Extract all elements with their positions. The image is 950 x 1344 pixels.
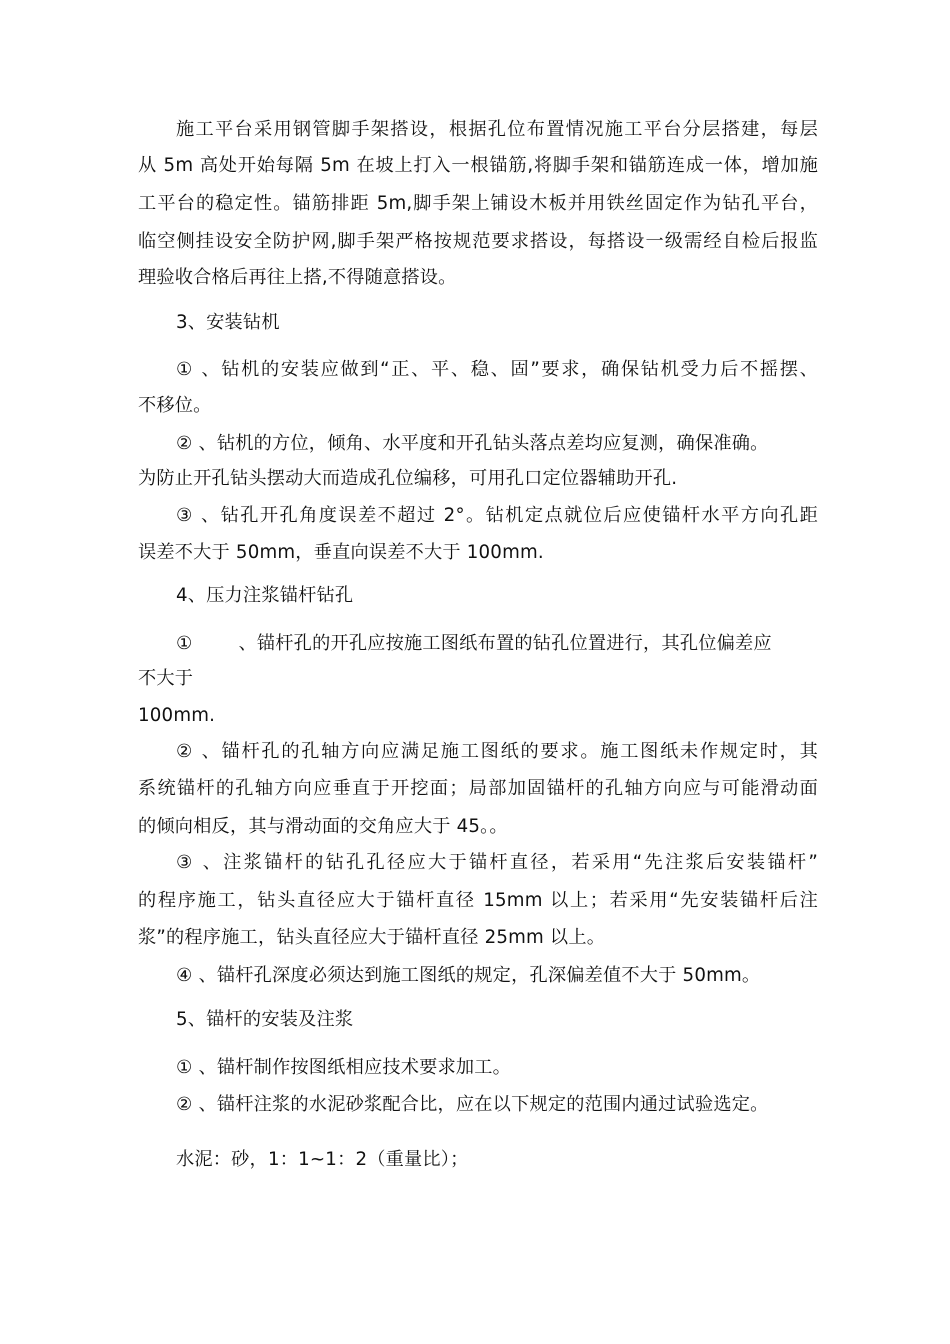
list-item-line: ④ 、锚杆孔深度必须达到施工图纸的规定，孔深偏差值不大于 50mm。 [176, 965, 761, 986]
list-item-line: ② 、锚杆注浆的水泥砂浆配合比，应在以下规定的范围内通过试验选定。 [176, 1094, 769, 1115]
item-number: ① [176, 633, 193, 654]
list-item-line: 100mm. [138, 705, 216, 726]
paragraph-line: 施工平台采用钢管脚手架搭设，根据孔位布置情况施工平台分层搭建，每层 [176, 119, 818, 140]
list-item-line: 的程序施工，钻头直径应大于锚杆直径 15mm 以上；若采用“先安装锚杆后注 [138, 890, 818, 911]
section-heading: 3、安装钻机 [176, 312, 280, 333]
list-item-line: ① 、锚杆制作按图纸相应技术要求加工。 [176, 1057, 512, 1078]
list-item-line: ① 、钻机的安装应做到“正、平、稳、固”要求，确保钻机受力后不摇摆、 [176, 359, 818, 380]
section-heading: 5、锚杆的安装及注浆 [176, 1009, 354, 1030]
paragraph-line: 水泥：砂，1：1~1：2（重量比）； [176, 1149, 469, 1170]
list-item-line: 浆”的程序施工，钻头直径应大于锚杆直径 25mm 以上。 [138, 927, 606, 948]
paragraph-line: 临空侧挂设安全防护网,脚手架严格按规范要求搭设，每搭设一级需经自检后报监 [138, 231, 818, 252]
list-item-line: 不大于 [138, 668, 194, 689]
list-item-line: 为防止开孔钻头摆动大而造成孔位编移，可用孔口定位器辅助开孔. [138, 468, 678, 489]
paragraph-line: 工平台的稳定性。锚筋排距 5m,脚手架上铺设木板并用铁丝固定作为钻孔平台， [138, 193, 818, 214]
paragraph-line: 理验收合格后再往上搭,不得随意搭设。 [138, 267, 457, 288]
list-item-line: 不移位。 [138, 395, 212, 416]
list-item-line: 的倾向相反，其与滑动面的交角应大于 45。。 [138, 816, 508, 837]
list-item-line: ② 、钻机的方位，倾角、水平度和开孔钻头落点差均应复测，确保准确。 [176, 433, 769, 454]
section-heading: 4、压力注浆锚杆钻孔 [176, 585, 354, 606]
list-item-line: ③ 、钻孔开孔角度误差不超过 2°。钻机定点就位后应使锚杆水平方向孔距 [176, 505, 818, 526]
list-item-line: ② 、锚杆孔的孔轴方向应满足施工图纸的要求。施工图纸未作规定时，其 [176, 741, 818, 762]
item-text: 、锚杆孔的开孔应按施工图纸布置的钻孔位置进行，其孔位偏差应 [238, 633, 772, 654]
list-item-line: ③ 、注浆锚杆的钻孔孔径应大于锚杆直径，若采用“先注浆后安装锚杆” [176, 852, 818, 873]
paragraph-line: 从 5m 高处开始每隔 5m 在坡上打入一根锚筋,将脚手架和锚筋连成一体，增加施 [138, 155, 818, 176]
list-item-line: 误差不大于 50mm，垂直向误差不大于 100mm. [138, 542, 544, 563]
list-item-line [176, 632, 818, 656]
list-item-line: 系统锚杆的孔轴方向应垂直于开挖面；局部加固锚杆的孔轴方向应与可能滑动面 [138, 778, 818, 799]
